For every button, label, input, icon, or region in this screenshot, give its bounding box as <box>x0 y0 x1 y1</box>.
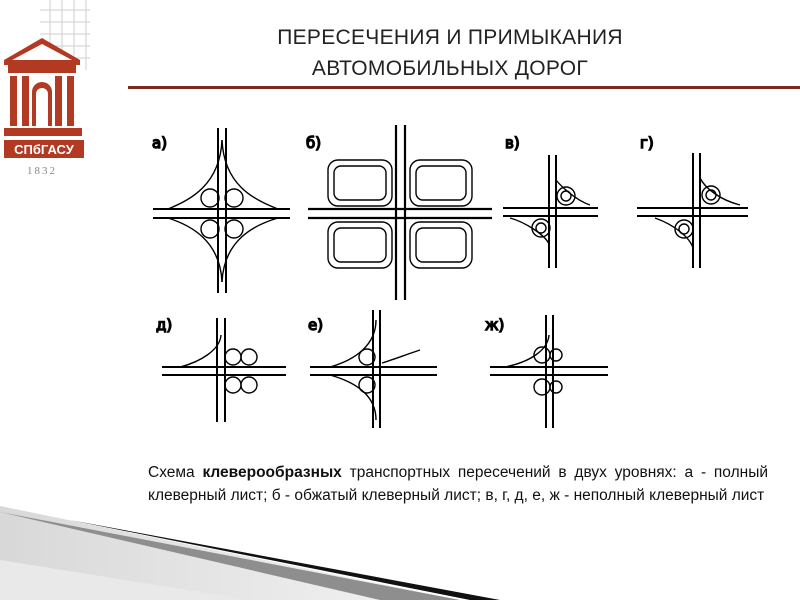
diagram-zh-label: ж) <box>485 316 505 334</box>
diagram-v-label: в) <box>505 134 520 152</box>
diagram-v <box>503 134 598 268</box>
caption-rest: транспортных пересечений в двух уровнях: а - полный клеверный лист; б - обжатый клеверный лист; в, г, д, е, ж - неполный клеверный лист <box>148 464 768 504</box>
figure-caption <box>148 461 768 507</box>
diagram-a <box>152 128 290 293</box>
caption-prefix: Схема <box>148 464 203 481</box>
title-line-2: АВТОМОБИЛЬНЫХ ДОРОГ <box>311 57 589 80</box>
title-line-1: ПЕРЕСЕЧЕНИЯ И ПРИМЫКАНИЯ <box>277 26 623 49</box>
logo-year: 1832 <box>27 165 57 177</box>
diagram-b-label: б) <box>306 134 322 152</box>
diagram-d-label: д) <box>156 316 173 334</box>
diagram-e <box>308 310 437 428</box>
diagram-g <box>637 134 748 268</box>
diagram-b <box>306 125 492 300</box>
diagram-d <box>156 316 286 422</box>
diagram-g-label: г) <box>640 134 654 152</box>
diagram-a-label: а) <box>152 134 168 152</box>
logo-text: СПбГАСУ <box>14 142 74 157</box>
diagram-e-label: е) <box>308 316 324 334</box>
diagram-zh <box>485 315 608 428</box>
caption-bold: клеверообразных <box>202 464 342 481</box>
